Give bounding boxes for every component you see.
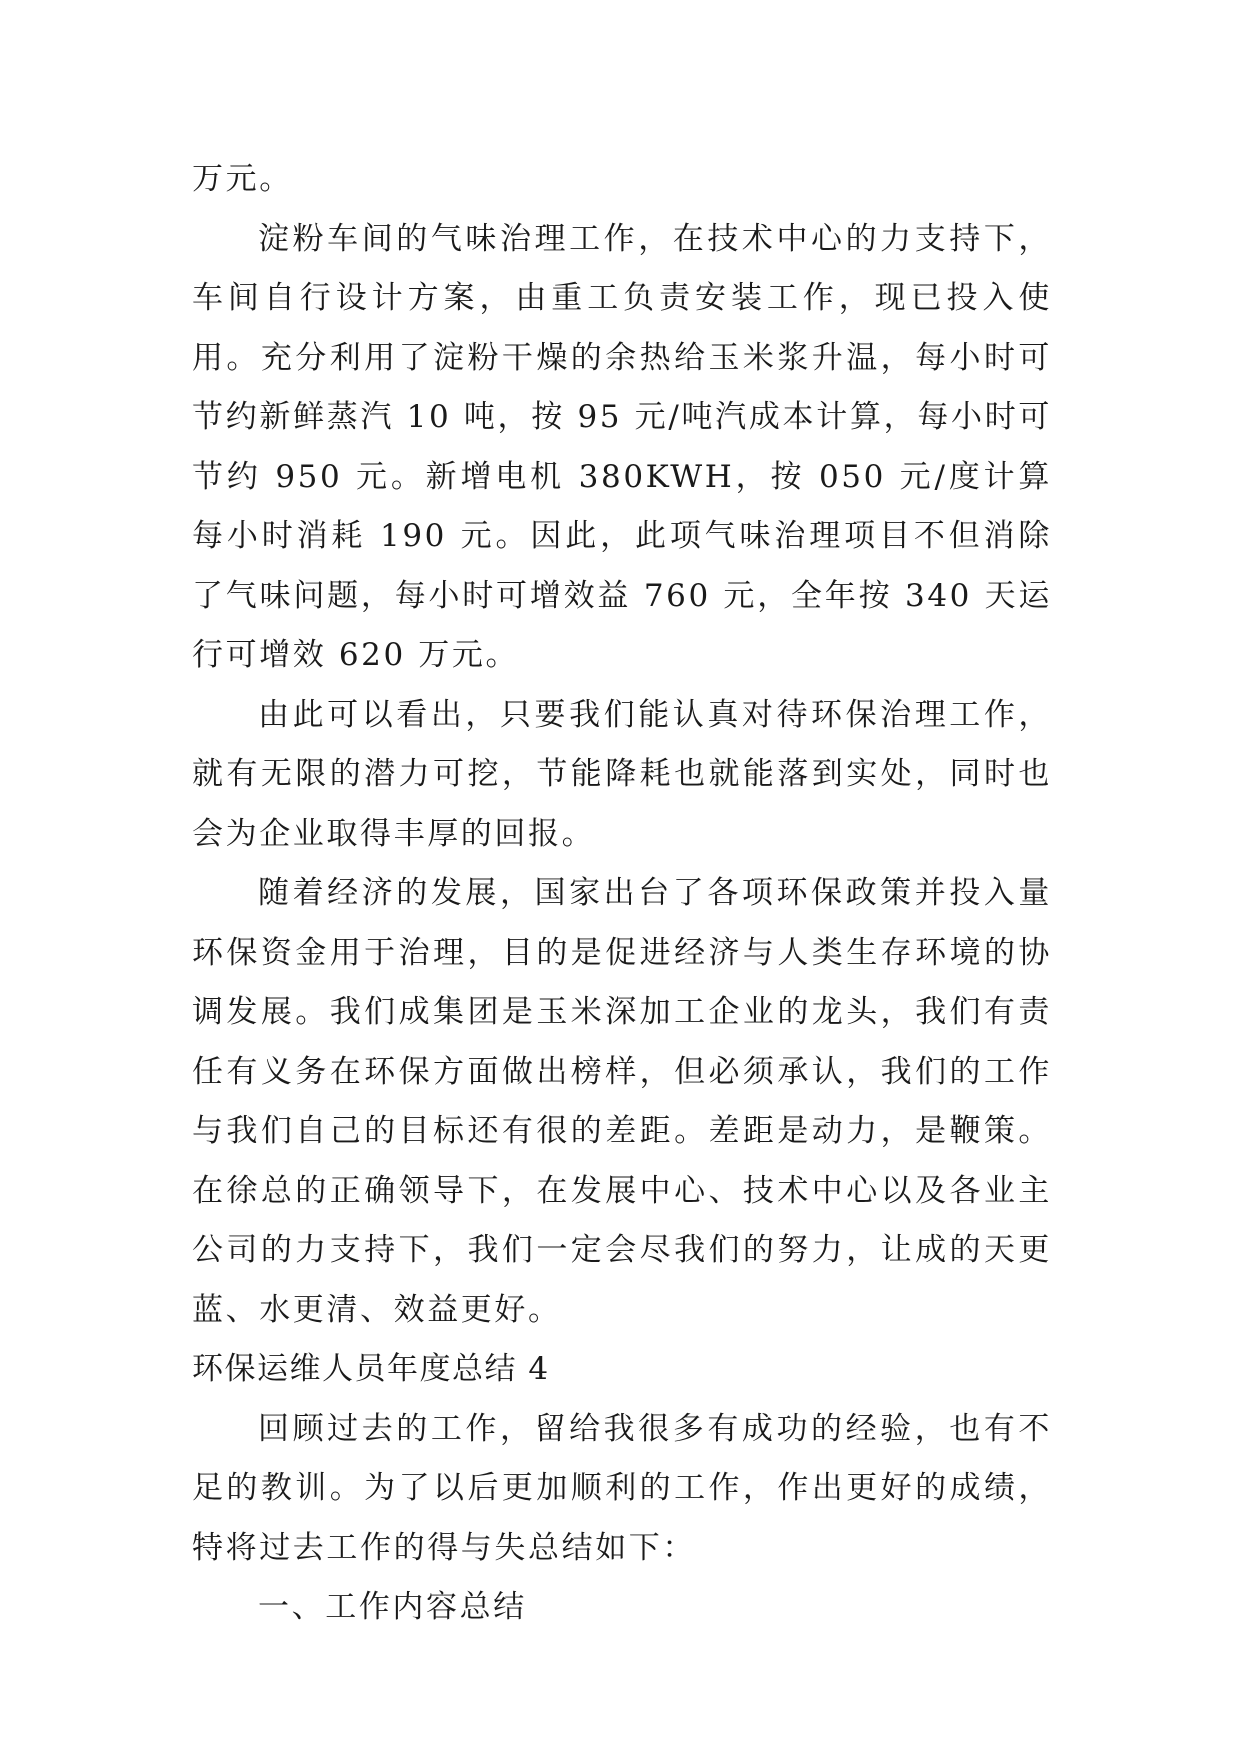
paragraph-odor-treatment: 淀粉车间的气味治理工作，在技术中心的力支持下，车间自行设计方案，由重工负责安装工作，现已投入使用。充分利用了淀粉干燥的余热给玉米浆升温，每小时可节约新鲜蒸汽 10 吨，按 95 元/吨汽成本计算，每小时可节约 950 元。新增电机 380KWH，按 050 元/度计算每小时消耗 190 元。因此，此项气味治理项目不但消除了气味问题，每小时可增效益 760 元，全年按 340 天运行可增效 620 万元。 xyxy=(192,220,1052,673)
paragraph-review: 回顾过去的工作，留给我很多有成功的经验，也有不足的教训。为了以后更加顺利的工作，作出更好的成绩，特将过去工作的得与失总结如下： xyxy=(192,1410,1052,1566)
paragraph-economic-development: 随着经济的发展，国家出台了各项环保政策并投入量环保资金用于治理，目的是促进经济与人类生存环境的协调发展。我们成集团是玉米深加工企业的龙头，我们有责任有义务在环保方面做出榜样，但必须承认，我们的工作与我们自己的目标还有很的差距。差距是动力，是鞭策。在徐总的正确领导下，在发展中心、技术中心以及各业主公司的力支持下，我们一定会尽我们的努力，让成的天更蓝、水更清、效益更好。 xyxy=(192,875,1052,1328)
document-body xyxy=(192,150,1052,1638)
subheading-work-summary: 一、工作内容总结 xyxy=(258,1589,527,1625)
paragraph-conclusion: 由此可以看出，只要我们能认真对待环保治理工作，就有无限的潜力可挖，节能降耗也就能落到实处，同时也会为企业取得丰厚的回报。 xyxy=(192,696,1052,852)
section-title: 环保运维人员年度总结 4 xyxy=(192,1351,550,1387)
paragraph-continuation: 万元。 xyxy=(192,161,293,197)
